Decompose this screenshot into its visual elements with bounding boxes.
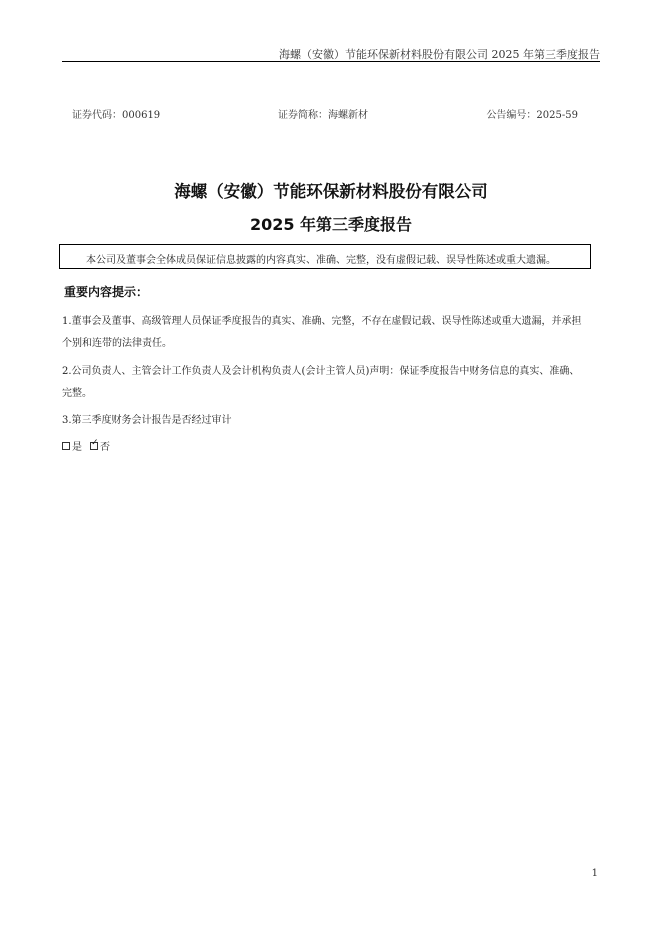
section-heading: 重要内容提示： [64, 285, 149, 299]
yes-label: 是 [72, 442, 82, 453]
note-2-line-2: 完整。 [62, 388, 92, 399]
running-header: 海螺（安徽）节能环保新材料股份有限公司 2025 年第三季度报告 [279, 48, 600, 61]
no-label: 否 [100, 442, 110, 453]
note-1-line-1: 1.董事会及董事、高级管理人员保证季度报告的真实、准确、完整，不存在虚假记载、误导性陈述或重大遗漏，并承担 [62, 316, 582, 327]
stock-code: 证券代码：000619 [72, 110, 161, 121]
stock-abbreviation: 证券简称：海螺新材 [278, 110, 368, 121]
audit-choice [62, 438, 110, 453]
note-3: 3.第三季度财务会计报告是否经过审计 [62, 415, 232, 426]
header-rule [62, 61, 600, 62]
note-2-line-1: 2.公司负责人、主管会计工作负责人及会计机构负责人(会计主管人员)声明：保证季度报告中财务信息的真实、准确、 [62, 366, 580, 377]
company-title: 海螺（安徽）节能环保新材料股份有限公司 [174, 182, 488, 201]
page-number: 1 [591, 868, 598, 879]
no-checkbox-checked-icon: ✓ [91, 437, 99, 448]
note-1-line-2: 个别和连带的法律责任。 [62, 338, 172, 349]
report-title: 2025 年第三季度报告 [249, 215, 413, 234]
disclosure-statement: 本公司及董事会全体成员保证信息披露的内容真实、准确、完整，没有虚假记载、误导性陈述或重大遗漏。 [86, 255, 556, 266]
yes-checkbox-icon [62, 442, 70, 450]
notice-number: 公告编号：2025-59 [486, 110, 578, 121]
disclosure-statement-box [59, 244, 591, 269]
